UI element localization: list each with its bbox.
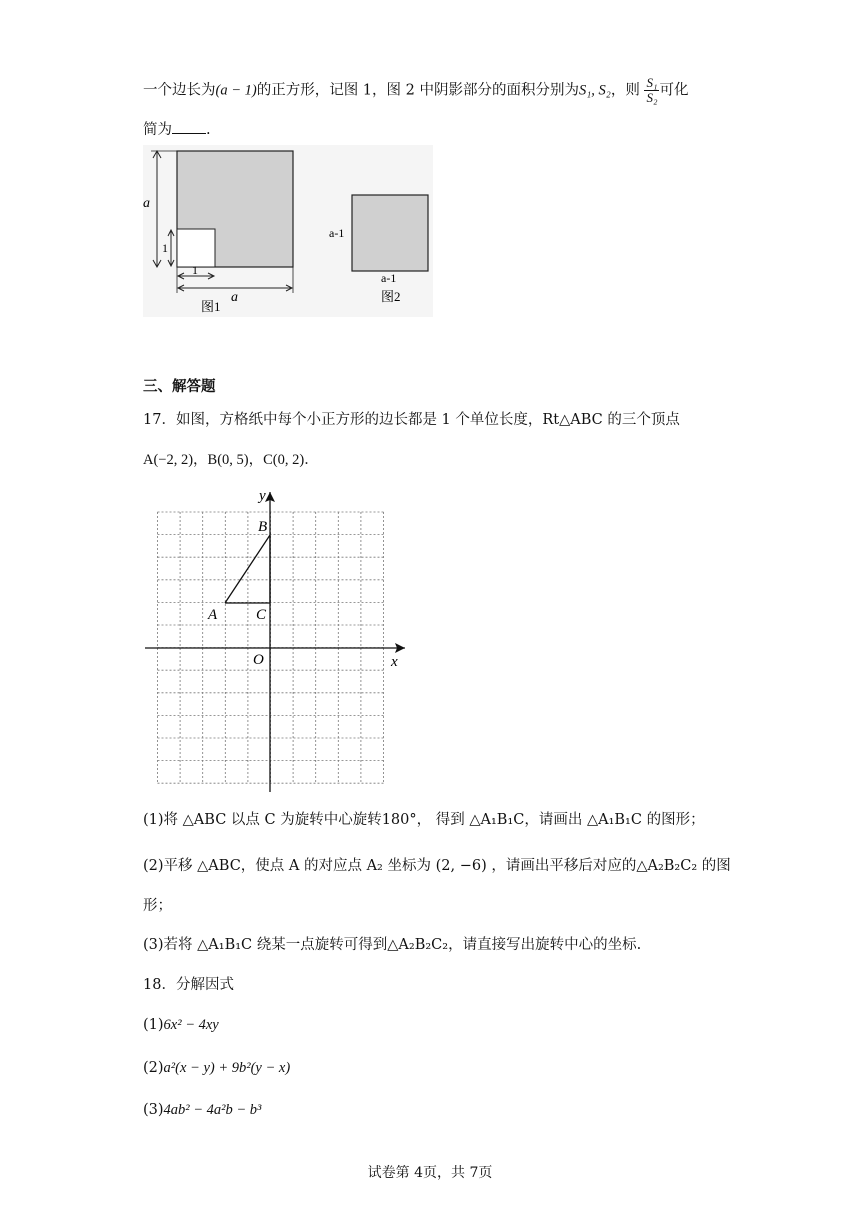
q18-title: 18．分解因式	[143, 977, 234, 993]
figure2-square	[352, 195, 428, 271]
point-c-label: C	[256, 607, 267, 623]
q16-frac-den: S₂	[646, 90, 658, 105]
q17-part-3: (3)若将 △A₁B₁C 绕某一点旋转可得到△A₂B₂C₂，请直接写出旋转中心的坐标.	[143, 937, 642, 953]
figure1-label-a-left: a	[143, 196, 150, 211]
figure2-label-left: a-1	[329, 226, 345, 240]
figure1-caption: 图1	[201, 299, 221, 314]
q18-part-3	[143, 1100, 261, 1120]
q18-part-1	[143, 1015, 219, 1035]
q18-part-3-expr: 4ab² − 4a²b − b³	[163, 1102, 262, 1118]
point-b-label: B	[258, 519, 268, 535]
q18-part-1-expr: 6x² − 4xy	[163, 1017, 219, 1033]
point-a-label: A	[208, 607, 218, 623]
q16-text-d: 可化	[659, 82, 689, 99]
q16-text-b: 的正方形，记图 1，图 2 中阴影部分的面积分别为	[256, 82, 579, 99]
q16-s-values: S₁, S₂	[578, 82, 611, 99]
q16-line2-end: .	[206, 122, 211, 138]
q16-fraction	[644, 76, 659, 105]
q16-text-a: 一个边长为	[143, 82, 216, 99]
q17-part-1: (1)将 △ABC 以点 C 为旋转中心旋转180°， 得到 △A₁B₁C，请画出 △A₁B₁C 的图形；	[143, 812, 705, 828]
q17-line-2: A(−2, 2)，B(0, 5)，C(0, 2)．	[143, 452, 319, 468]
q16-line2-text: 简为	[143, 122, 172, 138]
origin-label: O	[253, 652, 264, 668]
page-footer: 试卷第 4页，共 7页	[367, 1165, 493, 1181]
x-axis-label: x	[391, 654, 398, 670]
q16-answer-blank	[172, 119, 206, 134]
q17-line-1: 17．如图，方格纸中每个小正方形的边长都是 1 个单位长度，Rt△ABC 的三个顶点	[143, 412, 680, 428]
q17-part-2b: 形；	[143, 898, 172, 914]
q17-part-2a: (2)平移 △ABC，使点 A 的对应点 A₂ 坐标为 (2, −6) ，请画出平移后对应的△A₂B₂C₂ 的图	[143, 858, 731, 874]
q18-part-1-label: (1)	[143, 1017, 164, 1033]
q18-part-2	[143, 1058, 290, 1078]
q16-line-2	[143, 119, 211, 140]
q16-expr: (a − 1)	[215, 82, 257, 99]
figure1-label-1-bottom: 1	[192, 263, 198, 277]
figure1-label-a-bottom: a	[231, 290, 238, 305]
q18-part-2-expr: a²(x − y) + 9b²(y − x)	[163, 1060, 291, 1076]
q16-figures	[143, 145, 433, 317]
figure2-caption: 图2	[381, 289, 401, 304]
q18-part-3-label: (3)	[143, 1102, 164, 1118]
y-axis-label: y	[259, 488, 266, 504]
figure2-label-bottom: a-1	[381, 271, 397, 285]
q18-part-2-label: (2)	[143, 1060, 164, 1076]
q17-coordinate-grid	[143, 486, 413, 796]
figure1-small-square	[177, 229, 215, 267]
q16-frac-num: S₁	[646, 75, 658, 90]
q16-text-c: ，则	[610, 82, 640, 99]
q16-line-1	[143, 76, 688, 105]
figure1-label-1-left: 1	[162, 241, 168, 255]
section-title: 三、解答题	[143, 378, 216, 395]
